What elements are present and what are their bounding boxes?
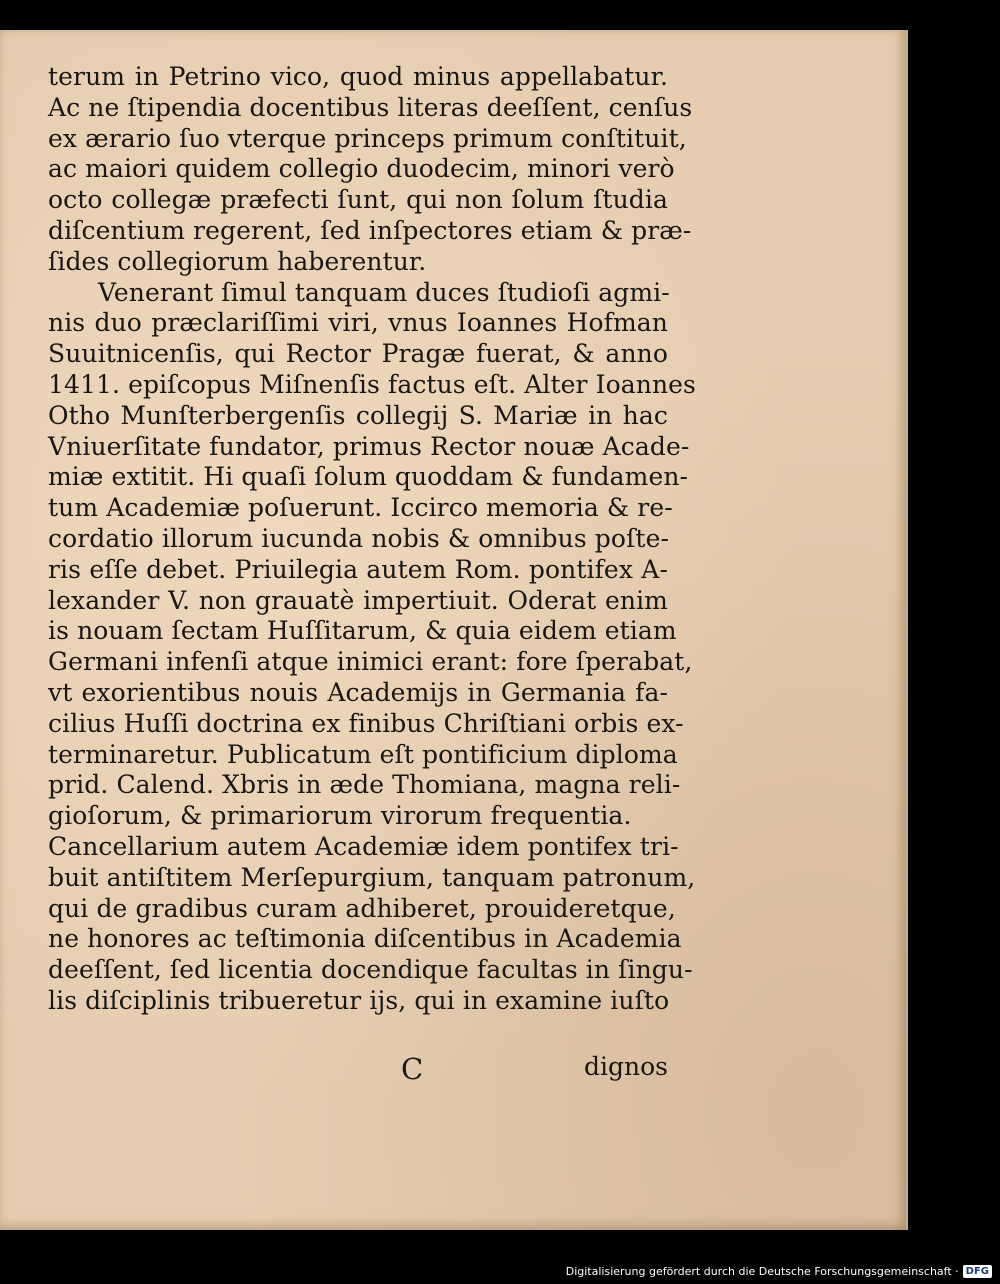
signature-mark: C bbox=[401, 1052, 424, 1086]
text-line: Vniuerſitate fundator, primus Rector nouæ Acade- bbox=[48, 431, 690, 461]
text-line: ne honores ac teſtimonia diſcentibus in Academia bbox=[48, 924, 682, 954]
text-line: tum Academiæ poſuerunt. Iccirco memoria & re- bbox=[48, 493, 673, 523]
catchword: dignos bbox=[584, 1052, 668, 1081]
text-line: gioſorum, & primariorum virorum frequentia. bbox=[48, 801, 632, 831]
text-line: ſides collegiorum haberentur. bbox=[48, 246, 427, 276]
text-line: octo collegæ præfecti ſunt, qui non ſolum ſtudia bbox=[48, 185, 668, 215]
text-line: deeſſent, ſed licentia docendique facultas in ſingu- bbox=[48, 955, 693, 985]
body-text bbox=[48, 62, 696, 1017]
text-line: cordatio illorum iucunda nobis & omnibus poſte- bbox=[48, 523, 670, 553]
text-line: miæ extitit. Hi quaſi ſolum quoddam & fundamen- bbox=[48, 462, 689, 492]
text-line: Ac ne ſtipendia docentibus literas deeſſent, cenſus bbox=[48, 92, 693, 122]
text-line: ris eſſe debet. Priuilegia autem Rom. pontifex A- bbox=[48, 554, 668, 584]
text-line: terminaretur. Publicatum eſt pontificium diploma bbox=[48, 739, 678, 769]
text-line: qui de gradibus curam adhiberet, prouideretque, bbox=[48, 893, 676, 923]
book-page bbox=[0, 30, 908, 1230]
dfg-credit-text: Digitalisierung gefördert durch die Deutsche Forschungsgemeinschaft · bbox=[565, 1264, 959, 1278]
text-line: vt exorientibus nouis Academijs in Germania fa- bbox=[48, 677, 668, 707]
text-line: terum in Petrino vico, quod minus appellabatur. bbox=[48, 62, 668, 91]
text-line: lis diſciplinis tribueretur ijs, qui in examine iuſto bbox=[48, 985, 670, 1015]
text-line: prid. Calend. Xbris in æde Thomiana, magna reli- bbox=[48, 770, 681, 800]
text-line: buit antiſtitem Merſepurgium, tanquam patronum, bbox=[48, 862, 696, 892]
text-line: cilius Huſſi doctrina ex finibus Chriſtiani orbis ex- bbox=[48, 708, 684, 738]
text-line: Suuitnicenſis, qui Rector Pragæ fuerat, & anno bbox=[48, 339, 668, 369]
text-line: Venerant ſimul tanquam duces ſtudioſi agmi- bbox=[98, 277, 670, 307]
dfg-credit-bar bbox=[566, 1262, 992, 1280]
text-line: nis duo præclariſſimi viri, vnus Ioannes Hofman bbox=[48, 308, 668, 338]
text-line: ac maiori quidem collegio duodecim, minori verò bbox=[48, 154, 675, 184]
text-line: Germani infenſi atque inimici erant: fore ſperabat, bbox=[48, 647, 693, 677]
text-line: lexander V. non grauatè impertiuit. Oderat enim bbox=[48, 585, 668, 615]
page-footer-line bbox=[48, 1052, 668, 1086]
text-line: is nouam ſectam Huſſitarum, & quia eidem etiam bbox=[48, 616, 677, 646]
dfg-logo-icon: DFG bbox=[963, 1265, 992, 1278]
text-line: 1411. epiſcopus Miſnenſis factus eſt. Alter Ioannes bbox=[48, 369, 696, 399]
text-line: Otho Munſterbergenſis collegij S. Mariæ in hac bbox=[48, 400, 668, 430]
text-line: ex ærario ſuo vterque princeps primum conſtituit, bbox=[48, 123, 687, 153]
text-line: diſcentium regerent, ſed inſpectores etiam & præ- bbox=[48, 215, 692, 245]
text-line: Cancellarium autem Academiæ idem pontifex tri- bbox=[48, 831, 679, 861]
